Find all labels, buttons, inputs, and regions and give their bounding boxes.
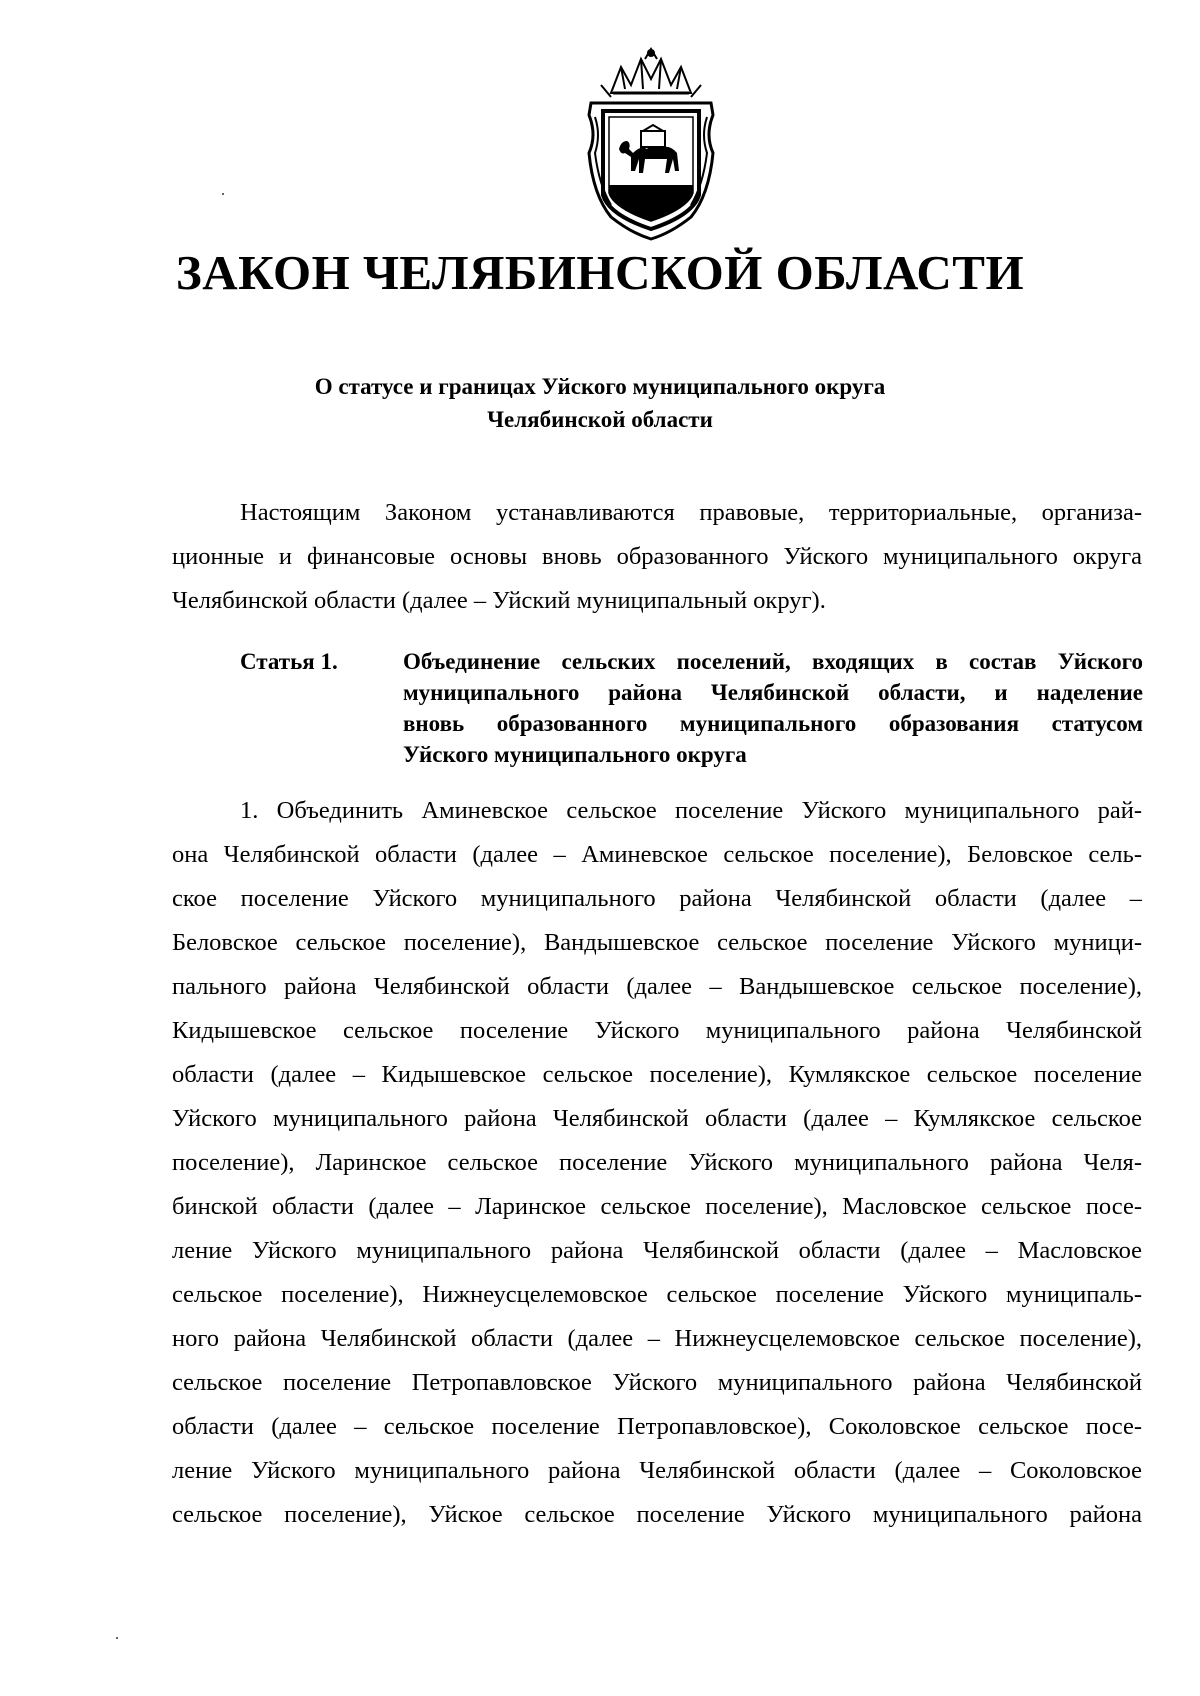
text-line: Кидышевское сельское поселение Уйского муниципального района Челябинской xyxy=(172,1017,1142,1044)
article-title-line: муниципального района Челябинской области, и наделение xyxy=(403,680,1143,705)
article-number: Статья 1. xyxy=(240,649,338,674)
text-line: сельское поселение), Уйское сельское поселение Уйского муниципального района xyxy=(172,1501,1142,1528)
article-title-line: вновь образованного муниципального образования статусом xyxy=(403,711,1143,736)
text-line: Беловское сельское поселение), Вандышевское сельское поселение Уйского муници- xyxy=(172,929,1142,956)
text-line: ское поселение Уйского муниципального района Челябинской области (далее – xyxy=(172,885,1142,912)
text-line: пального района Челябинской области (далее – Вандышевское сельское поселение), xyxy=(172,973,1142,1000)
text-line: ционные и финансовые основы вновь образованного Уйского муниципального округа xyxy=(172,543,1142,570)
text-line: сельское поселение), Нижнеусцелемовское сельское поселение Уйского муниципаль- xyxy=(172,1281,1142,1308)
article-title-line: Уйского муниципального округа xyxy=(403,742,747,767)
text-line: сельское поселение Петропавловское Уйского муниципального района Челябинской xyxy=(172,1369,1142,1396)
text-line: 1. Объединить Аминевское сельское поселение Уйского муниципального рай- xyxy=(240,797,1142,824)
text-line: бинской области (далее – Ларинское сельское поселение), Масловское сельское посе- xyxy=(172,1193,1142,1220)
subtitle-line: О статусе и границах Уйского муниципального округа xyxy=(314,374,886,399)
text-line: ление Уйского муниципального района Челябинской области (далее – Масловское xyxy=(172,1237,1142,1264)
article-title xyxy=(403,646,1143,770)
text-line: Челябинской области (далее – Уйский муниципальный округ). xyxy=(172,587,826,614)
text-line: области (далее – Кидышевское сельское поселение), Кумлякское сельское поселение xyxy=(172,1061,1142,1088)
text-line: поселение), Ларинское сельское поселение Уйского муниципального района Челя- xyxy=(172,1149,1142,1176)
chelyabinsk-coat-of-arms-icon xyxy=(581,45,721,241)
law-subtitle xyxy=(0,370,1200,436)
text-line: она Челябинской области (далее – Аминевское сельское поселение), Беловское сель- xyxy=(172,841,1142,868)
article1-paragraph1 xyxy=(172,789,1142,1537)
text-line: области (далее – сельское поселение Петропавловское), Соколовское сельское посе- xyxy=(172,1413,1142,1440)
text-line: Настоящим Законом устанавливаются правовые, территориальные, организа- xyxy=(240,499,1142,526)
text-line: ного района Челябинской области (далее – Нижнеусцелемовское сельское поселение), xyxy=(172,1325,1142,1352)
scan-speck xyxy=(222,193,224,195)
text-line: Уйского муниципального района Челябинской области (далее – Кумлякское сельское xyxy=(172,1105,1142,1132)
subtitle-line: Челябинской области xyxy=(487,407,713,432)
article-title-line: Объединение сельских поселений, входящих в состав Уйского xyxy=(403,649,1143,674)
scan-speck xyxy=(116,1637,118,1639)
text-line: ление Уйского муниципального района Челябинской области (далее – Соколовское xyxy=(172,1457,1142,1484)
page-title: ЗАКОН ЧЕЛЯБИНСКОЙ ОБЛАСТИ xyxy=(175,245,1025,300)
preamble-paragraph xyxy=(172,491,1142,623)
